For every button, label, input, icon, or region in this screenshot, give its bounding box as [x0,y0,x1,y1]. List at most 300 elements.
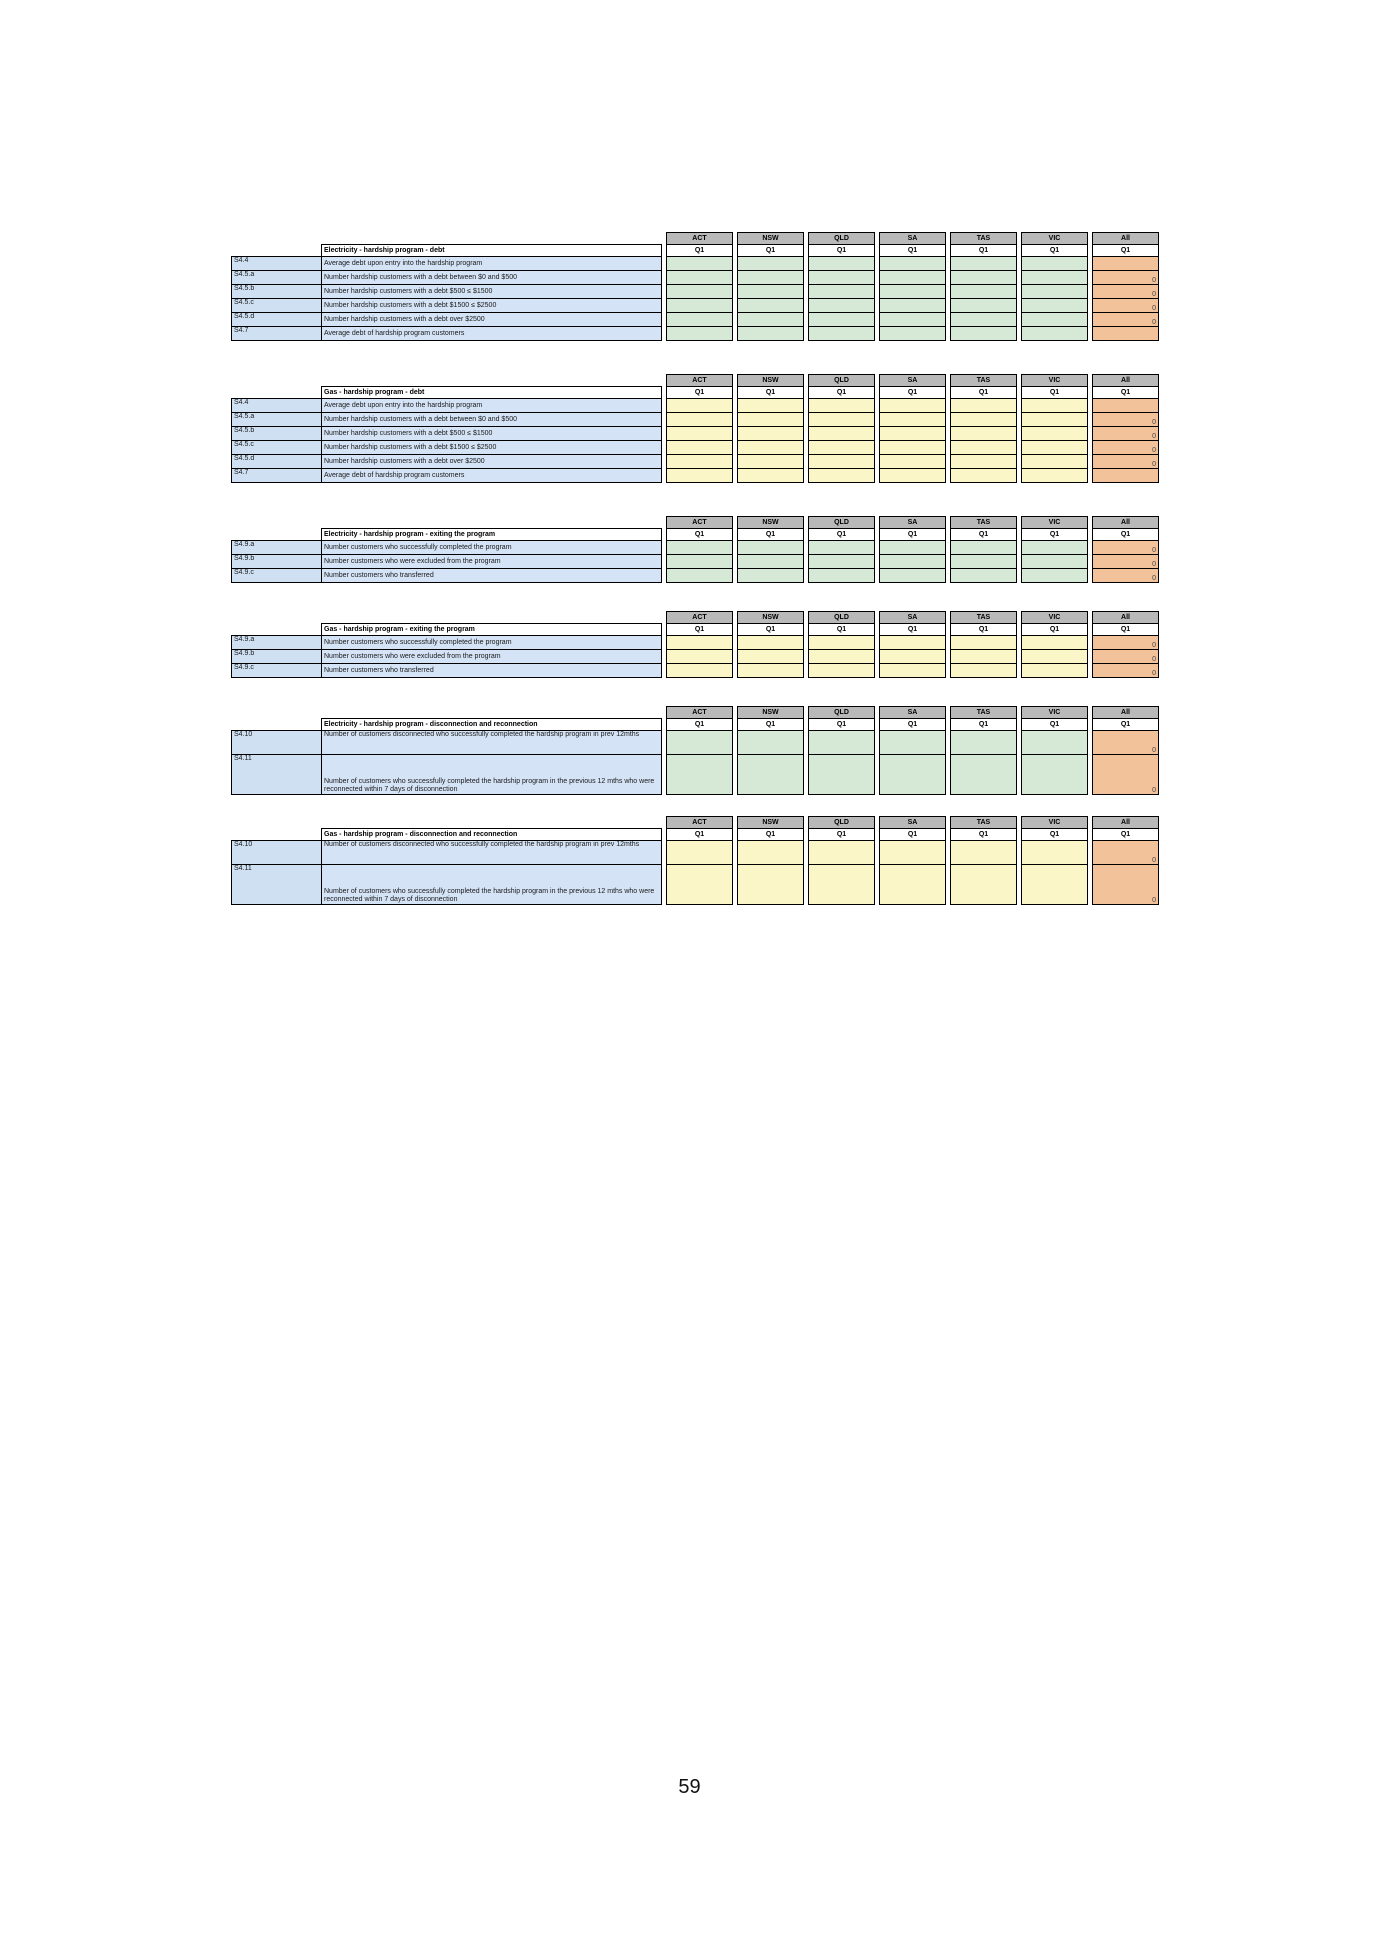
input-cell-qld[interactable] [809,427,875,441]
input-cell-act[interactable] [667,271,733,285]
input-cell-tas[interactable] [951,257,1017,271]
state-header-qld: QLD [809,817,875,829]
input-cell-nsw[interactable] [738,285,804,299]
input-cell-act[interactable] [667,841,733,865]
all-total-cell: 0 [1093,841,1159,865]
header-spacer [232,517,322,529]
input-cell-qld[interactable] [809,569,875,583]
all-total-cell: 0 [1093,455,1159,469]
input-cell-nsw[interactable] [738,731,804,755]
table-title: Electricity - hardship program - debt [322,245,662,257]
quarter-header: Q1 [880,529,946,541]
table-row [232,413,1159,427]
state-header-qld: QLD [809,375,875,387]
all-total-cell: 0 [1093,555,1159,569]
input-cell-sa[interactable] [880,413,946,427]
quarter-header: Q1 [809,624,875,636]
row-code: S4.5.a [232,271,322,285]
state-header-qld: QLD [809,233,875,245]
data-table [231,374,1159,483]
state-header-vic: VIC [1022,612,1088,624]
quarter-header: Q1 [809,245,875,257]
row-label: Number customers who were excluded from the program [322,555,662,569]
input-cell-vic[interactable] [1022,541,1088,555]
state-header-tas: TAS [951,707,1017,719]
input-cell-tas[interactable] [951,650,1017,664]
input-cell-vic[interactable] [1022,555,1088,569]
input-cell-nsw[interactable] [738,299,804,313]
input-cell-vic[interactable] [1022,664,1088,678]
input-cell-act[interactable] [667,455,733,469]
state-header-nsw: NSW [738,612,804,624]
row-code: S4.7 [232,469,322,483]
input-cell-qld[interactable] [809,441,875,455]
state-header-act: ACT [667,233,733,245]
input-cell-nsw[interactable] [738,469,804,483]
quarter-header: Q1 [738,624,804,636]
row-label: Number of customers disconnected who successfully completed the hardship program in prev 12mths [322,731,662,755]
input-cell-nsw[interactable] [738,664,804,678]
input-cell-tas[interactable] [951,271,1017,285]
input-cell-nsw[interactable] [738,555,804,569]
quarter-header: Q1 [1093,624,1159,636]
input-cell-nsw[interactable] [738,569,804,583]
quarter-header: Q1 [1093,387,1159,399]
quarter-header: Q1 [738,387,804,399]
state-header-nsw: NSW [738,233,804,245]
table-5 [231,706,1159,795]
data-table [231,611,1159,678]
row-code: S4.11 [232,755,322,795]
quarter-header: Q1 [667,387,733,399]
row-label: Number customers who transferred [322,664,662,678]
code-spacer [232,829,322,841]
input-cell-vic[interactable] [1022,327,1088,341]
input-cell-sa[interactable] [880,455,946,469]
input-cell-sa[interactable] [880,541,946,555]
input-cell-qld[interactable] [809,469,875,483]
table-title: Electricity - hardship program - disconnection and reconnection [322,719,662,731]
quarter-header: Q1 [738,719,804,731]
state-header-qld: QLD [809,612,875,624]
input-cell-qld[interactable] [809,399,875,413]
input-cell-act[interactable] [667,285,733,299]
input-cell-qld[interactable] [809,865,875,905]
input-cell-nsw[interactable] [738,455,804,469]
input-cell-act[interactable] [667,413,733,427]
row-code: S4.5.b [232,285,322,299]
state-header-sa: SA [880,707,946,719]
row-code: S4.11 [232,865,322,905]
quarter-header: Q1 [809,387,875,399]
quarter-header: Q1 [1093,245,1159,257]
input-cell-tas[interactable] [951,427,1017,441]
input-cell-act[interactable] [667,541,733,555]
input-cell-vic[interactable] [1022,755,1088,795]
state-header-tas: TAS [951,375,1017,387]
table-3 [231,516,1159,583]
input-cell-act[interactable] [667,664,733,678]
input-cell-vic[interactable] [1022,441,1088,455]
input-cell-vic[interactable] [1022,650,1088,664]
input-cell-nsw[interactable] [738,650,804,664]
quarter-header: Q1 [667,719,733,731]
row-code: S4.9.c [232,664,322,678]
input-cell-qld[interactable] [809,755,875,795]
input-cell-tas[interactable] [951,469,1017,483]
quarter-header: Q1 [809,529,875,541]
all-total-cell: 0 [1093,865,1159,905]
table-row [232,441,1159,455]
header-spacer [232,612,322,624]
input-cell-act[interactable] [667,313,733,327]
input-cell-act[interactable] [667,555,733,569]
input-cell-nsw[interactable] [738,427,804,441]
row-label: Number of customers who successfully completed the hardship program in the previous 12 mths who were reconnected within 7 days of disconnection [322,755,662,795]
input-cell-qld[interactable] [809,285,875,299]
input-cell-nsw[interactable] [738,841,804,865]
input-cell-tas[interactable] [951,841,1017,865]
input-cell-qld[interactable] [809,731,875,755]
state-header-act: ACT [667,817,733,829]
input-cell-qld[interactable] [809,257,875,271]
state-header-tas: TAS [951,612,1017,624]
table-title: Electricity - hardship program - exiting the program [322,529,662,541]
input-cell-act[interactable] [667,469,733,483]
input-cell-vic[interactable] [1022,865,1088,905]
input-cell-nsw[interactable] [738,865,804,905]
state-header-nsw: NSW [738,375,804,387]
table-title: Gas - hardship program - debt [322,387,662,399]
input-cell-vic[interactable] [1022,413,1088,427]
row-code: S4.4 [232,257,322,271]
header-spacer [322,612,662,624]
input-cell-tas[interactable] [951,327,1017,341]
input-cell-sa[interactable] [880,569,946,583]
state-header-sa: SA [880,817,946,829]
quarter-header: Q1 [667,624,733,636]
input-cell-tas[interactable] [951,664,1017,678]
quarter-header: Q1 [738,245,804,257]
input-cell-tas[interactable] [951,441,1017,455]
input-cell-tas[interactable] [951,541,1017,555]
input-cell-tas[interactable] [951,731,1017,755]
input-cell-qld[interactable] [809,664,875,678]
input-cell-vic[interactable] [1022,257,1088,271]
quarter-header: Q1 [1022,829,1088,841]
table-row [232,257,1159,271]
input-cell-vic[interactable] [1022,455,1088,469]
state-header-sa: SA [880,612,946,624]
row-label: Average debt upon entry into the hardship program [322,399,662,413]
input-cell-act[interactable] [667,731,733,755]
input-cell-act[interactable] [667,569,733,583]
header-spacer [232,375,322,387]
input-cell-tas[interactable] [951,569,1017,583]
input-cell-act[interactable] [667,865,733,905]
input-cell-act[interactable] [667,327,733,341]
quarter-header: Q1 [951,529,1017,541]
header-spacer [322,375,662,387]
quarter-header: Q1 [809,829,875,841]
code-spacer [232,387,322,399]
input-cell-sa[interactable] [880,469,946,483]
input-cell-tas[interactable] [951,636,1017,650]
row-code: S4.9.a [232,636,322,650]
quarter-header: Q1 [880,719,946,731]
input-cell-tas[interactable] [951,313,1017,327]
row-code: S4.9.c [232,569,322,583]
quarter-header: Q1 [880,387,946,399]
state-header-vic: VIC [1022,233,1088,245]
input-cell-tas[interactable] [951,865,1017,905]
all-total-cell: 0 [1093,664,1159,678]
table-row [232,285,1159,299]
quarter-header: Q1 [1022,529,1088,541]
input-cell-sa[interactable] [880,399,946,413]
header-spacer [232,817,322,829]
table-1 [231,232,1159,341]
input-cell-vic[interactable] [1022,841,1088,865]
input-cell-vic[interactable] [1022,731,1088,755]
table-row [232,399,1159,413]
all-total-cell: 0 [1093,541,1159,555]
header-spacer [322,817,662,829]
row-label: Number of customers disconnected who successfully completed the hardship program in prev 12mths [322,841,662,865]
table-row [232,427,1159,441]
input-cell-qld[interactable] [809,841,875,865]
row-label: Average debt upon entry into the hardship program [322,257,662,271]
input-cell-sa[interactable] [880,313,946,327]
input-cell-sa[interactable] [880,285,946,299]
table-row [232,569,1159,583]
input-cell-qld[interactable] [809,299,875,313]
row-code: S4.10 [232,731,322,755]
row-label: Number hardship customers with a debt $500 ≤ $1500 [322,427,662,441]
input-cell-act[interactable] [667,441,733,455]
input-cell-nsw[interactable] [738,541,804,555]
input-cell-tas[interactable] [951,285,1017,299]
state-header-act: ACT [667,517,733,529]
all-total-cell: 0 [1093,285,1159,299]
row-code: S4.4 [232,399,322,413]
input-cell-nsw[interactable] [738,399,804,413]
state-header-act: ACT [667,707,733,719]
row-code: S4.7 [232,327,322,341]
input-cell-sa[interactable] [880,636,946,650]
state-header-sa: SA [880,375,946,387]
input-cell-nsw[interactable] [738,327,804,341]
input-cell-sa[interactable] [880,650,946,664]
input-cell-qld[interactable] [809,636,875,650]
input-cell-nsw[interactable] [738,636,804,650]
input-cell-act[interactable] [667,650,733,664]
table-row [232,841,1159,865]
input-cell-sa[interactable] [880,841,946,865]
input-cell-nsw[interactable] [738,271,804,285]
all-total-cell: 0 [1093,427,1159,441]
input-cell-act[interactable] [667,299,733,313]
input-cell-act[interactable] [667,257,733,271]
data-table [231,816,1159,905]
state-header-vic: VIC [1022,817,1088,829]
input-cell-vic[interactable] [1022,271,1088,285]
all-total-cell: 0 [1093,299,1159,313]
input-cell-vic[interactable] [1022,427,1088,441]
table-row [232,271,1159,285]
state-header-tas: TAS [951,817,1017,829]
table-title: Gas - hardship program - disconnection and reconnection [322,829,662,841]
input-cell-tas[interactable] [951,299,1017,313]
input-cell-qld[interactable] [809,650,875,664]
state-header-nsw: NSW [738,707,804,719]
header-spacer [232,233,322,245]
input-cell-qld[interactable] [809,541,875,555]
state-header-all: All [1093,612,1159,624]
input-cell-act[interactable] [667,427,733,441]
table-row [232,650,1159,664]
row-code: S4.9.b [232,650,322,664]
quarter-header: Q1 [1022,624,1088,636]
input-cell-vic[interactable] [1022,299,1088,313]
all-total-cell: 0 [1093,413,1159,427]
data-table [231,232,1159,341]
quarter-header: Q1 [951,387,1017,399]
quarter-header: Q1 [738,529,804,541]
all-total-cell: 0 [1093,441,1159,455]
input-cell-qld[interactable] [809,271,875,285]
state-header-vic: VIC [1022,517,1088,529]
input-cell-vic[interactable] [1022,569,1088,583]
data-table [231,516,1159,583]
input-cell-sa[interactable] [880,257,946,271]
table-row [232,469,1159,483]
input-cell-tas[interactable] [951,555,1017,569]
table-row [232,865,1159,905]
table-4 [231,611,1159,678]
input-cell-qld[interactable] [809,555,875,569]
code-spacer [232,719,322,731]
input-cell-nsw[interactable] [738,441,804,455]
input-cell-vic[interactable] [1022,399,1088,413]
row-label: Number customers who transferred [322,569,662,583]
quarter-header: Q1 [1093,719,1159,731]
row-code: S4.5.c [232,299,322,313]
input-cell-sa[interactable] [880,555,946,569]
quarter-header: Q1 [809,719,875,731]
input-cell-sa[interactable] [880,441,946,455]
table-2 [231,374,1159,483]
input-cell-sa[interactable] [880,427,946,441]
state-header-tas: TAS [951,233,1017,245]
all-total-cell: 0 [1093,731,1159,755]
row-label: Number of customers who successfully completed the hardship program in the previous 12 mths who were reconnected within 7 days of disconnection [322,865,662,905]
input-cell-tas[interactable] [951,455,1017,469]
quarter-header: Q1 [880,624,946,636]
input-cell-sa[interactable] [880,664,946,678]
all-total-cell [1093,257,1159,271]
input-cell-act[interactable] [667,399,733,413]
row-label: Number hardship customers with a debt over $2500 [322,455,662,469]
all-total-cell [1093,469,1159,483]
input-cell-sa[interactable] [880,271,946,285]
header-spacer [322,707,662,719]
input-cell-vic[interactable] [1022,313,1088,327]
all-total-cell: 0 [1093,569,1159,583]
state-header-act: ACT [667,375,733,387]
row-label: Number hardship customers with a debt between $0 and $500 [322,271,662,285]
input-cell-qld[interactable] [809,413,875,427]
state-header-nsw: NSW [738,817,804,829]
quarter-header: Q1 [667,529,733,541]
input-cell-nsw[interactable] [738,257,804,271]
state-header-vic: VIC [1022,707,1088,719]
quarter-header: Q1 [738,829,804,841]
input-cell-sa[interactable] [880,865,946,905]
state-header-tas: TAS [951,517,1017,529]
input-cell-nsw[interactable] [738,313,804,327]
state-header-sa: SA [880,517,946,529]
table-row [232,555,1159,569]
input-cell-sa[interactable] [880,731,946,755]
input-cell-vic[interactable] [1022,469,1088,483]
quarter-header: Q1 [951,829,1017,841]
input-cell-act[interactable] [667,636,733,650]
table-title: Gas - hardship program - exiting the program [322,624,662,636]
input-cell-act[interactable] [667,755,733,795]
state-header-all: All [1093,517,1159,529]
input-cell-qld[interactable] [809,313,875,327]
code-spacer [232,245,322,257]
table-row [232,299,1159,313]
code-spacer [232,624,322,636]
row-label: Average debt of hardship program customers [322,469,662,483]
input-cell-tas[interactable] [951,755,1017,795]
quarter-header: Q1 [951,719,1017,731]
quarter-header: Q1 [1022,719,1088,731]
input-cell-qld[interactable] [809,327,875,341]
code-spacer [232,529,322,541]
row-code: S4.9.b [232,555,322,569]
input-cell-sa[interactable] [880,327,946,341]
table-row [232,755,1159,795]
quarter-header: Q1 [880,829,946,841]
row-code: S4.5.b [232,427,322,441]
state-header-nsw: NSW [738,517,804,529]
input-cell-vic[interactable] [1022,285,1088,299]
row-code: S4.9.a [232,541,322,555]
input-cell-sa[interactable] [880,755,946,795]
input-cell-nsw[interactable] [738,755,804,795]
state-header-vic: VIC [1022,375,1088,387]
input-cell-nsw[interactable] [738,413,804,427]
row-code: S4.5.a [232,413,322,427]
all-total-cell: 0 [1093,271,1159,285]
input-cell-tas[interactable] [951,413,1017,427]
all-total-cell: 0 [1093,755,1159,795]
row-code: S4.5.d [232,455,322,469]
state-header-qld: QLD [809,517,875,529]
header-spacer [232,707,322,719]
row-label: Number customers who successfully completed the program [322,541,662,555]
input-cell-qld[interactable] [809,455,875,469]
quarter-header: Q1 [1093,529,1159,541]
input-cell-tas[interactable] [951,399,1017,413]
quarter-header: Q1 [667,829,733,841]
row-label: Number hardship customers with a debt between $0 and $500 [322,413,662,427]
input-cell-sa[interactable] [880,299,946,313]
input-cell-vic[interactable] [1022,636,1088,650]
